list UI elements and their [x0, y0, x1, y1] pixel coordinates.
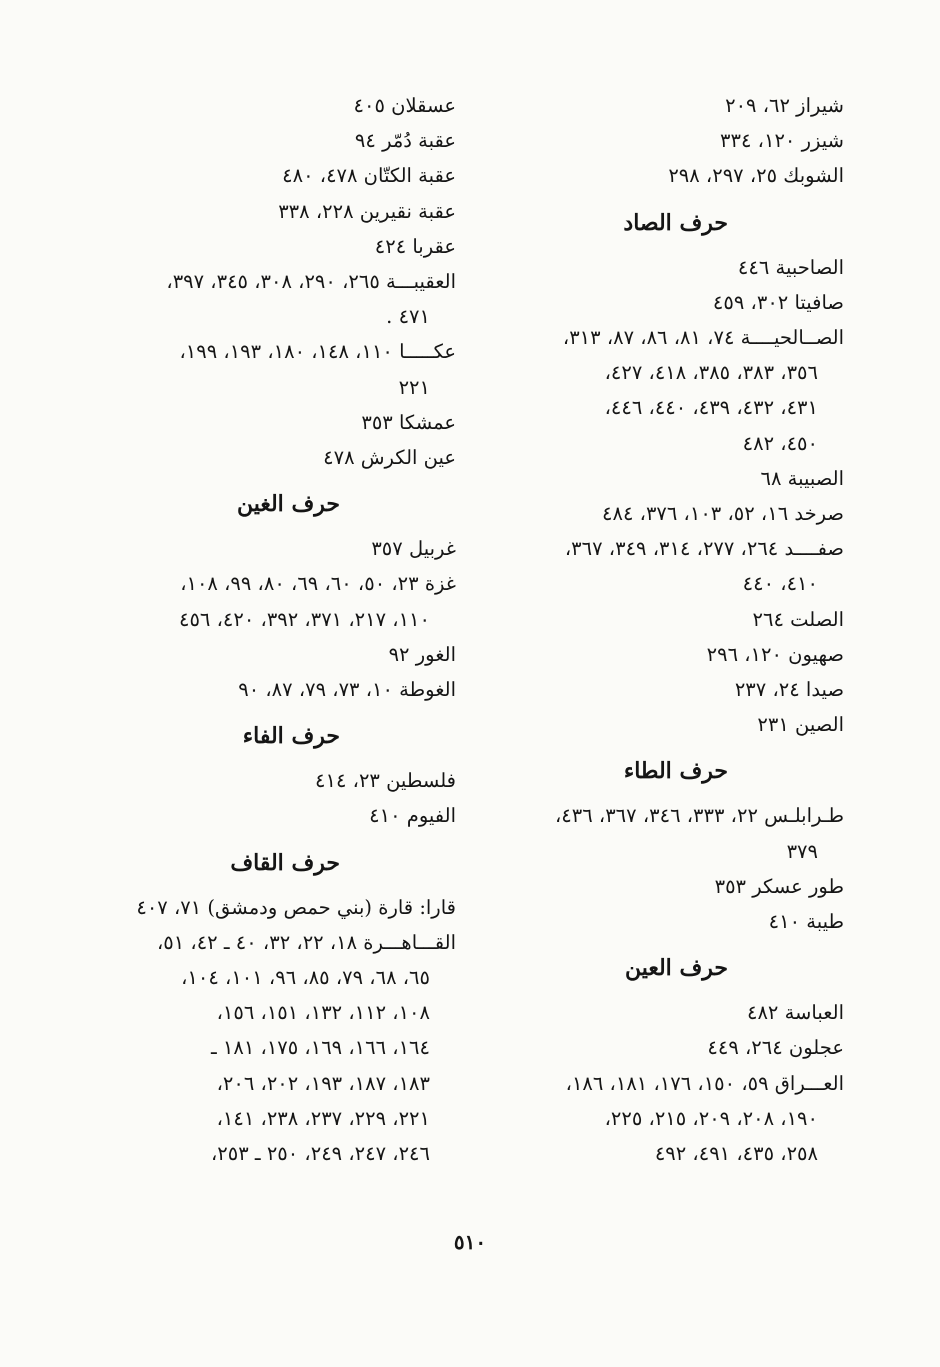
index-entry: العقيبـــة ٢٦٥، ٢٩٠، ٣٠٨، ٣٤٥، ٣٩٧،	[166, 270, 456, 294]
index-entry: صافيتا ٣٠٢، ٤٥٩	[712, 290, 844, 314]
section-heading: حرف الصاد	[623, 209, 728, 236]
index-entry-continuation: ٣٧٩	[786, 839, 818, 863]
index-entry-continuation: ٢٢١	[398, 375, 430, 399]
index-entry: عجلون ٢٦٤، ٤٤٩	[707, 1036, 844, 1060]
index-entry: الغور ٩٢	[388, 642, 456, 666]
index-entry: قارا: قارة (بني حمص ودمشق) ٧١، ٤٠٧	[136, 895, 456, 919]
index-entry-continuation: ١١٠، ٢١٧، ٣٧١، ٣٩٢، ٤٢٠، ٤٥٦	[178, 607, 430, 631]
index-entry-continuation: ٢٥٨، ٤٣٥، ٤٩١، ٤٩٢	[654, 1142, 818, 1166]
index-entry: عقبة الكتّان ٤٧٨، ٤٨٠	[282, 164, 456, 188]
index-entry-continuation: ٣٥٦، ٣٨٣، ٣٨٥، ٤١٨، ٤٢٧،	[604, 361, 818, 385]
index-entry-continuation: ١٩٠، ٢٠٨، ٢٠٩، ٢١٥، ٢٢٥،	[604, 1106, 818, 1130]
index-entry: غزة ٢٣، ٥٠، ٦٠، ٦٩، ٨٠، ٩٩، ١٠٨،	[180, 572, 456, 596]
index-entry-continuation: ٢٤٦، ٢٤٧، ٢٤٩، ٢٥٠ ـ ٢٥٣،	[210, 1142, 430, 1166]
index-entry: الصاحبية ٤٤٦	[737, 255, 844, 279]
index-entry: العباسة ٤٨٢	[746, 1001, 844, 1025]
index-entry: العـــراق ٥٩، ١٥٠، ١٧٦، ١٨١، ١٨٦،	[565, 1071, 844, 1095]
index-entry: الفيوم ٤١٠	[369, 804, 456, 828]
page-number: ٥١٠	[453, 1230, 487, 1254]
index-entry: صيدا ٢٤، ٢٣٧	[734, 678, 844, 702]
index-column-right	[488, 88, 844, 1171]
index-entry: الشوبك ٢٥، ٢٩٧، ٢٩٨	[668, 164, 844, 188]
index-entry: طور عسكر ٣٥٣	[714, 874, 844, 898]
index-entry: عقبة نقيرين ٢٢٨، ٣٣٨	[278, 199, 456, 223]
index-entry: الصين ٢٣١	[757, 713, 844, 737]
index-entry: عمشكا ٣٥٣	[361, 410, 456, 434]
index-entry-continuation: ٤١٠، ٤٤٠	[742, 572, 818, 596]
index-entry: عسقلان ٤٠٥	[353, 94, 456, 117]
index-entry: الغوطة ١٠، ٧٣، ٧٩، ٨٧، ٩٠	[238, 678, 456, 702]
index-entry: طـرابلـس ٢٢، ٣٣٣، ٣٤٦، ٣٦٧، ٤٣٦،	[554, 804, 844, 828]
index-entry: شيزر ١٢٠، ٣٣٤	[720, 129, 844, 153]
index-entry: شيراز ٦٢، ٢٠٩	[725, 94, 844, 117]
index-entry: عقربا ٤٢٤	[374, 234, 456, 258]
index-entry: عقبة دُمّر ٩٤	[354, 129, 456, 153]
index-entry: الصبيبة ٦٨	[760, 466, 844, 490]
index-entry: صفــــد ٢٦٤، ٢٧٧، ٣١٤، ٣٤٩، ٣٦٧،	[564, 537, 844, 561]
index-entry-continuation: ٤٧١ .	[386, 305, 430, 329]
section-heading: حرف الغين	[236, 491, 340, 518]
index-entry: طيبة ٤١٠	[768, 910, 844, 934]
index-entry-continuation: ٢٢١، ٢٢٩، ٢٣٧، ٢٣٨، ١٤١،	[216, 1106, 430, 1130]
index-column-left	[84, 88, 456, 1171]
index-entry: غربيل ٣٥٧	[371, 537, 456, 561]
section-heading: حرف العين	[624, 955, 728, 982]
index-entry-continuation: ١٦٤، ١٦٦، ١٦٩، ١٧٥، ١٨١ ـ	[210, 1036, 430, 1060]
index-entry: صرخد ١٦، ٥٢، ١٠٣، ٣٧٦، ٤٨٤	[602, 502, 844, 526]
index-entry-continuation: ٦٥، ٦٨، ٧٩، ٨٥، ٩٦، ١٠١، ١٠٤،	[181, 966, 430, 990]
section-heading: حرف الطاء	[623, 758, 728, 785]
index-entry: صهيون ١٢٠، ٢٩٦	[706, 642, 844, 666]
index-entry: الصــالحيــــة ٧٤، ٨١، ٨٦، ٨٧، ٣١٣،	[562, 326, 844, 350]
index-entry: عكـــــا ١١٠، ١٤٨، ١٨٠، ١٩٣، ١٩٩،	[179, 340, 456, 364]
index-entry: الصلت ٢٦٤	[752, 607, 844, 631]
index-entry-continuation: ١٠٨، ١١٢، ١٣٢، ١٥١، ١٥٦،	[216, 1001, 430, 1025]
index-entry-continuation: ٤٣١، ٤٣٢، ٤٣٩، ٤٤٠، ٤٤٦،	[604, 396, 818, 420]
section-heading: حرف القاف	[230, 849, 340, 876]
index-entry-continuation: ٤٥٠، ٤٨٢	[742, 431, 818, 455]
index-entry-continuation: ١٨٣، ١٨٧، ١٩٣، ٢٠٢، ٢٠٦،	[216, 1071, 430, 1095]
section-heading: حرف الفاء	[242, 723, 340, 750]
index-entry: فلسطين ٢٣، ٤١٤	[315, 769, 456, 793]
index-entry: القـــاهـــرة ١٨، ٢٢، ٣٢، ٤٠ ـ ٤٢، ٥١،	[156, 930, 456, 954]
index-entry: عين الكرش ٤٧٨	[323, 446, 456, 470]
